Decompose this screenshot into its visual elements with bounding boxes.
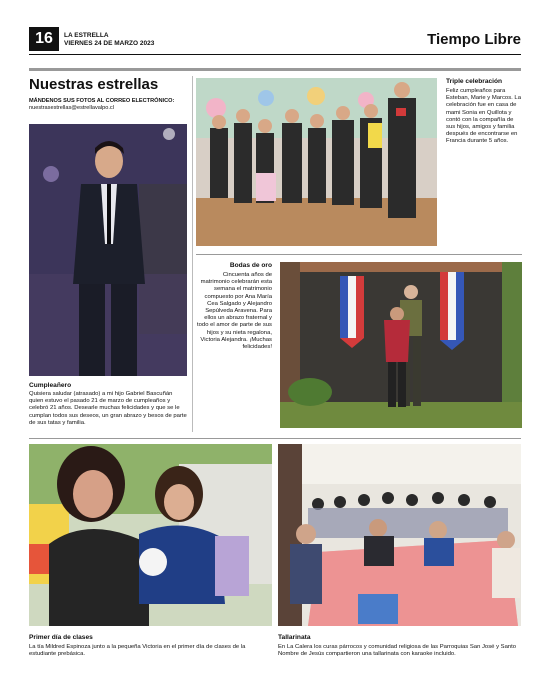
section-title: Tiempo Libre [427, 31, 521, 48]
row-rule [196, 254, 522, 255]
submit-label: MÁNDENOS SUS FOTOS AL CORREO ELECTRÓNICO: [29, 98, 175, 104]
photo-primer-dia-clases [29, 444, 272, 626]
caption-title-triple: Triple celebración [446, 78, 503, 85]
caption-text-bodas: Cincuenta años de matrimonio celebrarán esta semana el matrimonio compuesto por Ana María Cea Salgado y Alejandro Sepúlveda Aravena. Para ellos un abrazo fraternal y todo el amor de parte de sus hijos y su nieta regalona, Victoria Alejandra. ¡Muchas felicidades! [197, 272, 272, 351]
caption-title-cumpleanero: Cumpleañero [29, 382, 72, 389]
header-rule [29, 54, 521, 55]
column-title: Nuestras estrellas [29, 76, 159, 93]
caption-title-bodas: Bodas de oro [229, 262, 272, 269]
publication-date: VIERNES 24 DE MARZO 2023 [64, 40, 155, 47]
caption-text-tallarinata: En La Calera los curas párrocos y comunidad religiosa de las Parroquias San José y Santo Nombre de Jesús compartieron una tallarinata con karaoke incluido. [278, 644, 517, 658]
column-divider [192, 76, 193, 432]
photo-bodas-de-oro [280, 262, 522, 428]
caption-text-cumpleanero: Quisiera saludar (atrasado) a mi hijo Gabriel Bascuñán quien estuvo el pasado 21 de marzo de cumpleaños y celebró 21 años. Desearle muchas felicidades y que se le cumplan todos sus deseos, un gran abrazo y besos de parte de sus tatas y familia. [29, 391, 187, 426]
submit-info [29, 98, 189, 112]
publication-info [64, 32, 154, 48]
caption-text-clases: La tía Mildred Espinoza junto a la pequeña Victoria en el primer día de clases de la estudiante prebásica. [29, 644, 246, 658]
caption-title-tallarinata: Tallarinata [278, 634, 311, 641]
caption-title-clases: Primer día de clases [29, 634, 93, 641]
caption-text-triple: Feliz cumpleaños para Esteban, Marie y Marcos. La celebración fue en casa de mami Sonia en Quillota y contó con la compañía de sus hijos, amigos y familia después de encontrarse en Francia durante 5 años. [446, 88, 521, 145]
photo-tallarinata [278, 444, 521, 626]
page-number: 16 [29, 27, 59, 51]
section-rule [29, 438, 521, 439]
photo-cumpleanero [29, 124, 187, 376]
publication-name: LA ESTRELLA [64, 32, 109, 39]
submit-email: nuestrasestrellas@estrellavalpo.cl [29, 105, 114, 111]
header-rule-thick [29, 68, 521, 71]
photo-triple-celebracion [196, 78, 437, 246]
